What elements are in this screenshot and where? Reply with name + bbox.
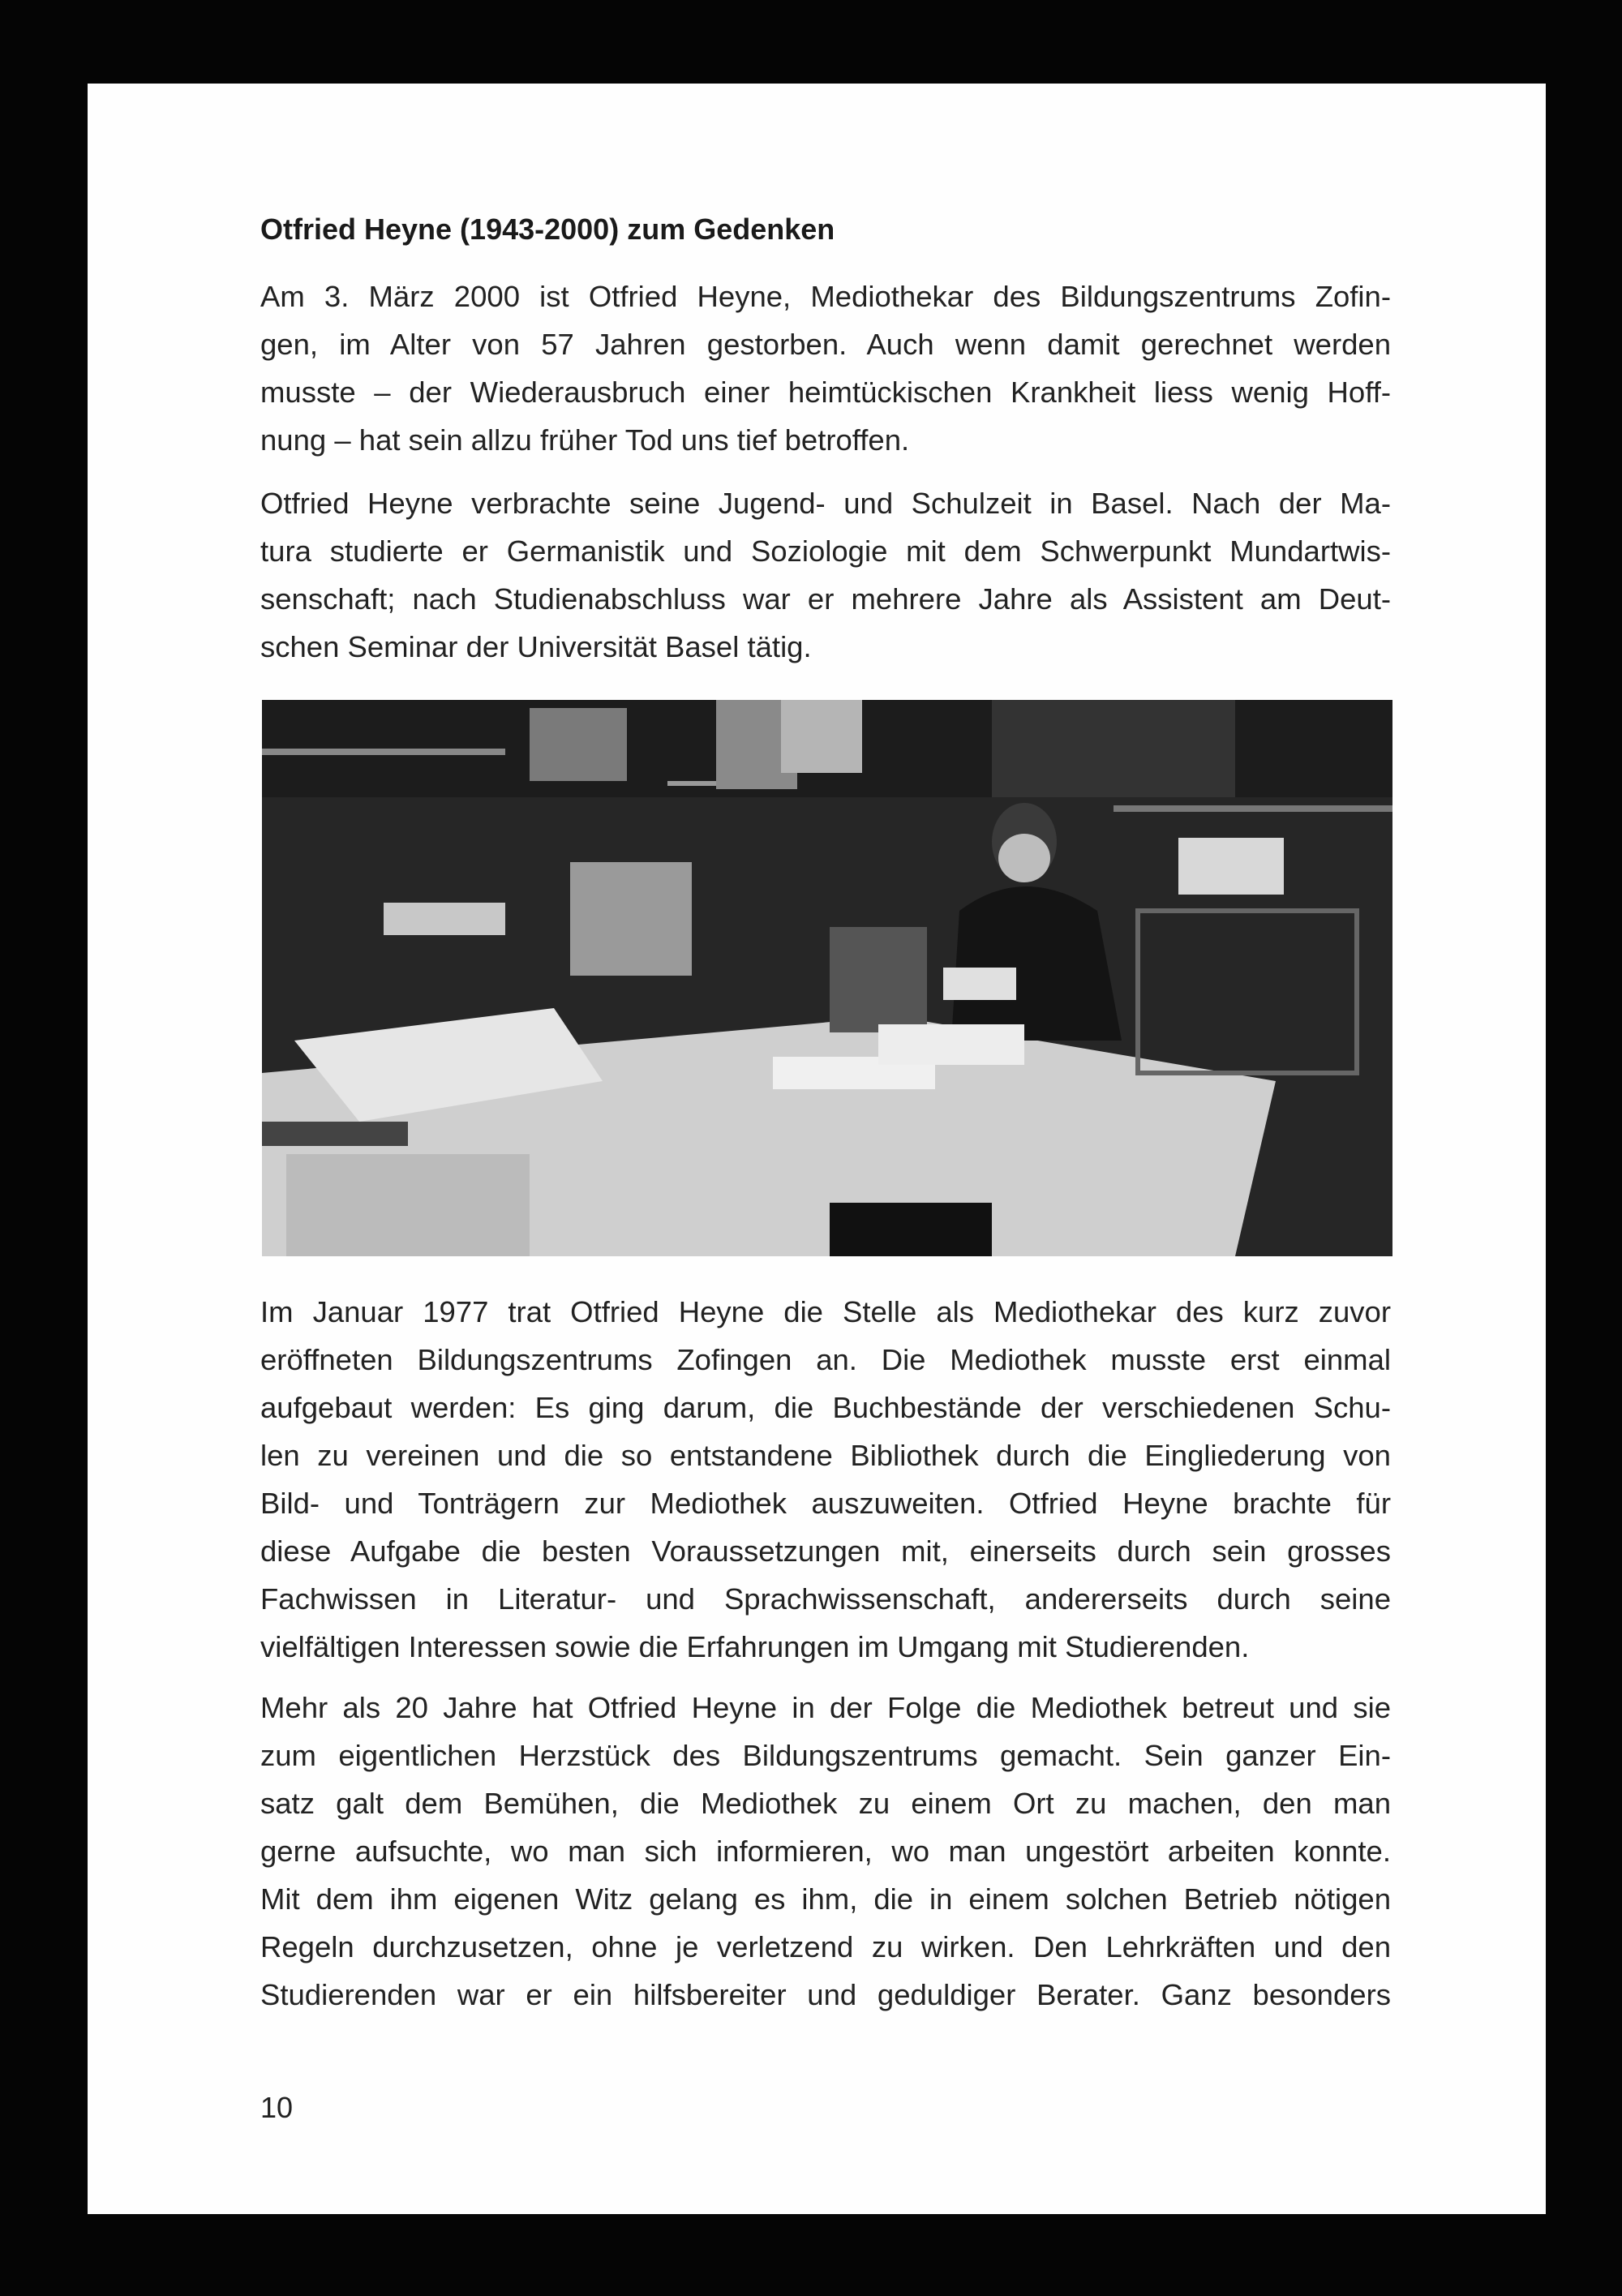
text-line: Mehr als 20 Jahre hat Otfried Heyne in der Folge die Mediothek betreut und sie bbox=[260, 1691, 1391, 1724]
text-line: aufgebaut werden: Es ging darum, die Buchbestände der verschiedenen Schu- bbox=[260, 1391, 1391, 1424]
page-number: 10 bbox=[260, 2091, 294, 2124]
text-line: zum eigentlichen Herzstück des Bildungszentrums gemacht. Sein ganzer Ein- bbox=[260, 1739, 1391, 1772]
text-line: vielfältigen Interessen sowie die Erfahrungen im Umgang mit Studierenden. bbox=[260, 1630, 1250, 1663]
paragraph-3 bbox=[260, 1288, 1391, 1671]
text-line: Studierenden war er ein hilfsbereiter und geduldiger Berater. Ganz besonders bbox=[260, 1978, 1391, 2011]
text-line: satz galt dem Bemühen, die Mediothek zu einem Ort zu machen, den man bbox=[260, 1787, 1391, 1820]
text-line: Regeln durchzusetzen, ohne je verletzend zu wirken. Den Lehrkräften und den bbox=[260, 1930, 1391, 1963]
paragraph-1 bbox=[260, 273, 1391, 464]
library-photo bbox=[262, 700, 1392, 1256]
paragraph-4 bbox=[260, 1684, 1391, 2019]
text-line: schen Seminar der Universität Basel tätig. bbox=[260, 630, 812, 663]
text-line: Fachwissen in Literatur- und Sprachwissenschaft, andererseits durch seine bbox=[260, 1582, 1391, 1616]
text-line: Am 3. März 2000 ist Otfried Heyne, Mediothekar des Bildungszentrums Zofin- bbox=[260, 280, 1391, 313]
text-line: gerne aufsuchte, wo man sich informieren, wo man ungestört arbeiten konnte. bbox=[260, 1835, 1391, 1868]
text-line: eröffneten Bildungszentrums Zofingen an. Die Mediothek musste erst einmal bbox=[260, 1343, 1391, 1376]
text-line: Mit dem ihm eigenen Witz gelang es ihm, die in einem solchen Betrieb nötigen bbox=[260, 1882, 1391, 1916]
photo-image bbox=[262, 700, 1392, 1256]
text-line: diese Aufgabe die besten Voraussetzungen mit, einerseits durch sein grosses bbox=[260, 1534, 1391, 1568]
text-line: len zu vereinen und die so entstandene Bibliothek durch die Eingliederung von bbox=[260, 1439, 1391, 1472]
text-line: Im Januar 1977 trat Otfried Heyne die Stelle als Mediothekar des kurz zuvor bbox=[260, 1295, 1391, 1328]
text-line: senschaft; nach Studienabschluss war er mehrere Jahre als Assistent am Deut- bbox=[260, 582, 1391, 616]
text-line: Otfried Heyne verbrachte seine Jugend- und Schulzeit in Basel. Nach der Ma- bbox=[260, 487, 1391, 520]
page-title: Otfried Heyne (1943-2000) zum Gedenken bbox=[260, 212, 835, 246]
paragraph-2 bbox=[260, 479, 1391, 671]
text-line: nung – hat sein allzu früher Tod uns tief betroffen. bbox=[260, 423, 910, 457]
text-line: gen, im Alter von 57 Jahren gestorben. Auch wenn damit gerechnet werden bbox=[260, 328, 1391, 361]
text-line: tura studierte er Germanistik und Soziologie mit dem Schwerpunkt Mundartwis- bbox=[260, 534, 1391, 568]
text-line: Bild- und Tonträgern zur Mediothek auszuweiten. Otfried Heyne brachte für bbox=[260, 1487, 1391, 1520]
text-line: musste – der Wiederausbruch einer heimtückischen Krankheit liess wenig Hoff- bbox=[260, 376, 1391, 409]
